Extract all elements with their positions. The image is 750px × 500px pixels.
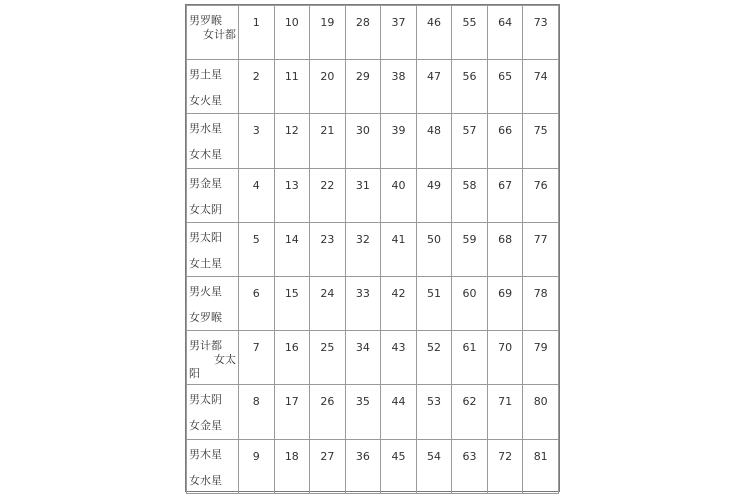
row-label-cell bbox=[187, 168, 239, 222]
number-cell: 30 bbox=[345, 114, 381, 168]
number-cell: 10 bbox=[274, 6, 310, 60]
number-cell: 29 bbox=[345, 60, 381, 114]
number-cell: 51 bbox=[416, 276, 452, 330]
number-cell: 7 bbox=[239, 331, 275, 385]
male-star-label: 男计都 bbox=[189, 339, 222, 353]
table-row bbox=[187, 222, 559, 276]
number-cell: 52 bbox=[416, 331, 452, 385]
number-cell: 80 bbox=[523, 385, 559, 439]
row-label-cell bbox=[187, 439, 239, 493]
number-cell: 44 bbox=[381, 385, 417, 439]
number-cell: 31 bbox=[345, 168, 381, 222]
table-row bbox=[187, 114, 559, 168]
number-cell: 43 bbox=[381, 331, 417, 385]
number-cell: 63 bbox=[452, 439, 488, 493]
female-star-label: 女太 bbox=[214, 353, 236, 367]
female-star-label: 女罗睺 bbox=[189, 310, 222, 324]
row-label-cell bbox=[187, 276, 239, 330]
table-row bbox=[187, 331, 559, 385]
female-star-label: 女水星 bbox=[189, 473, 222, 487]
row-label-cell bbox=[187, 6, 239, 60]
number-cell: 65 bbox=[487, 60, 523, 114]
number-cell: 74 bbox=[523, 60, 559, 114]
number-cell: 36 bbox=[345, 439, 381, 493]
number-cell: 49 bbox=[416, 168, 452, 222]
male-star-label: 男太阳 bbox=[189, 230, 222, 244]
number-cell: 41 bbox=[381, 222, 417, 276]
number-cell: 46 bbox=[416, 6, 452, 60]
number-cell: 62 bbox=[452, 385, 488, 439]
number-cell: 23 bbox=[310, 222, 346, 276]
female-star-label-continued: 阳 bbox=[189, 367, 200, 381]
number-cell: 79 bbox=[523, 331, 559, 385]
number-cell: 34 bbox=[345, 331, 381, 385]
number-cell: 14 bbox=[274, 222, 310, 276]
female-star-label: 女金星 bbox=[189, 419, 222, 433]
number-cell: 69 bbox=[487, 276, 523, 330]
table-row bbox=[187, 276, 559, 330]
row-label-cell bbox=[187, 385, 239, 439]
row-label-cell bbox=[187, 60, 239, 114]
number-cell: 1 bbox=[239, 6, 275, 60]
number-cell: 57 bbox=[452, 114, 488, 168]
number-table bbox=[185, 4, 560, 492]
number-cell: 25 bbox=[310, 331, 346, 385]
number-cell: 19 bbox=[310, 6, 346, 60]
table-body bbox=[187, 6, 559, 494]
number-cell: 38 bbox=[381, 60, 417, 114]
number-cell: 24 bbox=[310, 276, 346, 330]
number-cell: 3 bbox=[239, 114, 275, 168]
row-label-cell bbox=[187, 114, 239, 168]
table-row bbox=[187, 439, 559, 493]
table-row bbox=[187, 168, 559, 222]
number-cell: 81 bbox=[523, 439, 559, 493]
row-label-cell bbox=[187, 222, 239, 276]
number-cell: 11 bbox=[274, 60, 310, 114]
number-cell: 59 bbox=[452, 222, 488, 276]
number-cell: 5 bbox=[239, 222, 275, 276]
number-cell: 9 bbox=[239, 439, 275, 493]
number-cell: 15 bbox=[274, 276, 310, 330]
number-cell: 26 bbox=[310, 385, 346, 439]
number-cell: 70 bbox=[487, 331, 523, 385]
number-cell: 37 bbox=[381, 6, 417, 60]
number-cell: 55 bbox=[452, 6, 488, 60]
star-number-grid bbox=[186, 5, 559, 494]
table-row bbox=[187, 385, 559, 439]
number-cell: 56 bbox=[452, 60, 488, 114]
number-cell: 35 bbox=[345, 385, 381, 439]
number-cell: 39 bbox=[381, 114, 417, 168]
row-label-cell bbox=[187, 331, 239, 385]
male-star-label: 男太阴 bbox=[189, 393, 222, 407]
male-star-label: 男木星 bbox=[189, 447, 222, 461]
number-cell: 73 bbox=[523, 6, 559, 60]
number-cell: 42 bbox=[381, 276, 417, 330]
number-cell: 75 bbox=[523, 114, 559, 168]
female-star-label: 女太阴 bbox=[189, 202, 222, 216]
number-cell: 72 bbox=[487, 439, 523, 493]
male-star-label: 男火星 bbox=[189, 284, 222, 298]
number-cell: 12 bbox=[274, 114, 310, 168]
number-cell: 50 bbox=[416, 222, 452, 276]
number-cell: 54 bbox=[416, 439, 452, 493]
male-star-label: 男土星 bbox=[189, 68, 222, 82]
number-cell: 2 bbox=[239, 60, 275, 114]
number-cell: 21 bbox=[310, 114, 346, 168]
number-cell: 53 bbox=[416, 385, 452, 439]
number-cell: 67 bbox=[487, 168, 523, 222]
number-cell: 18 bbox=[274, 439, 310, 493]
table-row bbox=[187, 6, 559, 60]
number-cell: 27 bbox=[310, 439, 346, 493]
female-star-label: 女土星 bbox=[189, 256, 222, 270]
number-cell: 16 bbox=[274, 331, 310, 385]
number-cell: 48 bbox=[416, 114, 452, 168]
number-cell: 28 bbox=[345, 6, 381, 60]
number-cell: 40 bbox=[381, 168, 417, 222]
number-cell: 64 bbox=[487, 6, 523, 60]
number-cell: 76 bbox=[523, 168, 559, 222]
table-row bbox=[187, 60, 559, 114]
number-cell: 20 bbox=[310, 60, 346, 114]
female-star-label: 女木星 bbox=[189, 148, 222, 162]
number-cell: 71 bbox=[487, 385, 523, 439]
number-cell: 66 bbox=[487, 114, 523, 168]
number-cell: 47 bbox=[416, 60, 452, 114]
number-cell: 60 bbox=[452, 276, 488, 330]
number-cell: 22 bbox=[310, 168, 346, 222]
number-cell: 78 bbox=[523, 276, 559, 330]
number-cell: 68 bbox=[487, 222, 523, 276]
number-cell: 13 bbox=[274, 168, 310, 222]
female-star-label: 女计都 bbox=[203, 28, 236, 41]
number-cell: 17 bbox=[274, 385, 310, 439]
number-cell: 4 bbox=[239, 168, 275, 222]
male-star-label: 男金星 bbox=[189, 176, 222, 190]
number-cell: 61 bbox=[452, 331, 488, 385]
number-cell: 32 bbox=[345, 222, 381, 276]
male-star-label: 男罗睺 bbox=[189, 14, 222, 27]
number-cell: 77 bbox=[523, 222, 559, 276]
number-cell: 8 bbox=[239, 385, 275, 439]
number-cell: 45 bbox=[381, 439, 417, 493]
male-star-label: 男水星 bbox=[189, 122, 222, 136]
female-star-label: 女火星 bbox=[189, 94, 222, 108]
number-cell: 6 bbox=[239, 276, 275, 330]
number-cell: 58 bbox=[452, 168, 488, 222]
number-cell: 33 bbox=[345, 276, 381, 330]
